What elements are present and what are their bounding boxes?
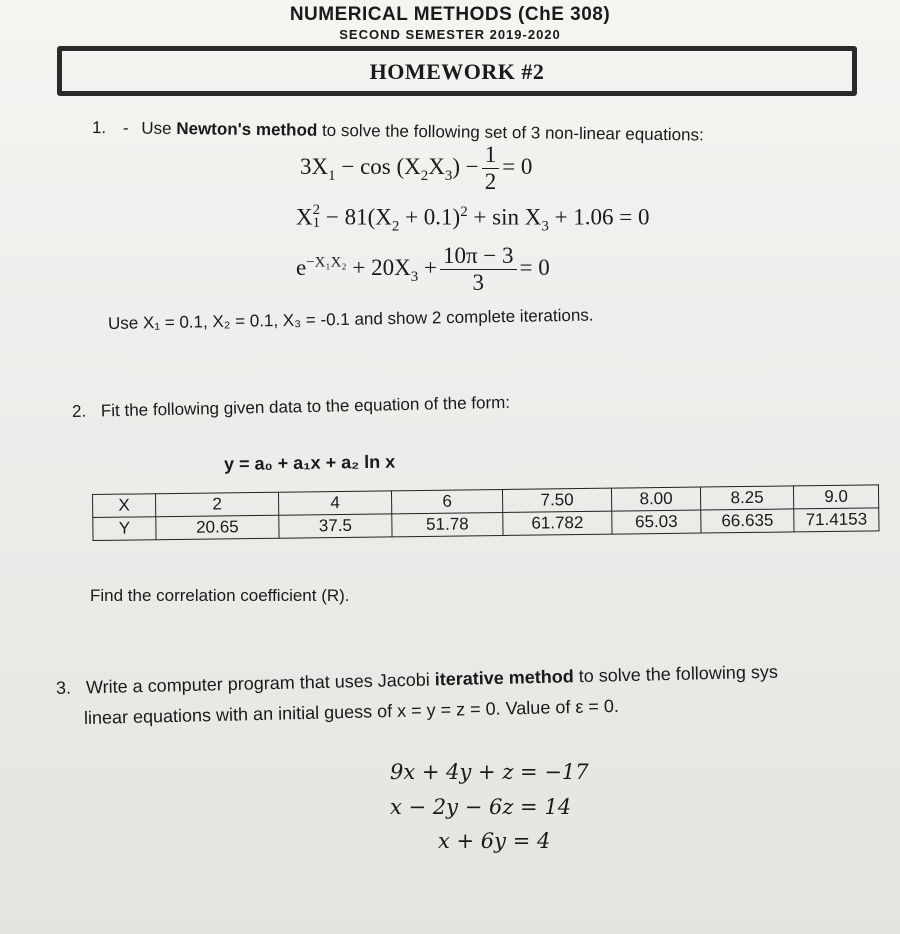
- homework-title: HOMEWORK #2: [369, 59, 545, 84]
- course-title: NUMERICAL METHODS (ChE 308): [289, 4, 611, 25]
- table-cell: 6: [391, 489, 502, 513]
- problem-3-line-1: [56, 662, 778, 699]
- problem-1-method: Newton's method: [176, 119, 318, 140]
- table-cell: 4: [278, 491, 391, 515]
- problem-1-dash: -: [122, 118, 129, 138]
- table-cell: 65.03: [612, 510, 701, 534]
- jacobi-equation-3: x + 6y = 4: [438, 829, 551, 853]
- eq2-sub: 1: [312, 215, 321, 232]
- eq2-sup2: 2: [460, 204, 468, 220]
- eq3-rhs: = 0: [519, 255, 550, 281]
- eq1-numerator: 1: [482, 142, 500, 169]
- table-cell: 61.782: [503, 511, 612, 535]
- fit-equation: y = a₀ + a₁x + a₂ ln x: [223, 451, 396, 474]
- eq2-sub3: 3: [541, 218, 549, 235]
- table-cell: 8.25: [700, 486, 793, 510]
- table-header-y: Y: [93, 517, 156, 541]
- eq3-e: e: [296, 255, 307, 281]
- problem-1-number: 1.: [91, 118, 107, 138]
- eq2-sin: + sin X: [467, 204, 542, 230]
- eq3-term: + 20X: [346, 255, 411, 281]
- problem-3-prefix: Write a computer program that uses Jacobi: [85, 669, 435, 698]
- eq1-sub: 2: [420, 167, 429, 184]
- problem-1-prefix: Use: [141, 118, 177, 139]
- table-cell: 2: [156, 492, 279, 517]
- table-header-x: X: [93, 494, 156, 518]
- table-cell: 71.4153: [794, 508, 879, 532]
- table-cell: 7.50: [502, 488, 611, 512]
- eq1-sub: 1: [328, 167, 336, 184]
- problem-2-statement: [72, 393, 510, 422]
- eq1-x: X: [428, 154, 445, 180]
- jacobi-equation-2: x − 2y − 6z = 14: [390, 795, 572, 819]
- problem-2-text: Fit the following given data to the equation of the form:: [100, 392, 511, 421]
- problem-2-number: 2.: [71, 401, 87, 421]
- eq3-plus: +: [418, 255, 437, 281]
- eq1-close: ) −: [452, 154, 479, 180]
- eq1-sub: 3: [444, 167, 453, 184]
- semester-label: SECOND SEMESTER 2019-2020: [339, 27, 561, 42]
- table-cell: 20.65: [156, 515, 279, 540]
- equation-3: [296, 243, 550, 297]
- problem-3-method: iterative method: [434, 666, 574, 690]
- eq2-term: − 81(X: [320, 204, 392, 230]
- table-cell: 8.00: [611, 487, 700, 511]
- equation-2: [296, 201, 650, 235]
- jacobi-equation-1: 9x + 4y + z = −17: [390, 760, 589, 784]
- eq3-fraction: [440, 243, 517, 297]
- eq1-term: 3X: [300, 154, 329, 180]
- eq1-denominator: 2: [484, 169, 497, 195]
- eq3-denominator: 3: [472, 270, 484, 296]
- table-cell: 37.5: [279, 514, 392, 538]
- problem-3-line-2: linear equations with an initial guess of x = y = z = 0. Value of ε = 0.: [83, 695, 620, 728]
- eq2-sub2: 2: [391, 218, 400, 235]
- table-cell: 66.635: [701, 509, 794, 533]
- problem-3-suffix: to solve the following sys: [573, 661, 779, 687]
- eq2-rhs: + 1.06 = 0: [548, 204, 650, 230]
- eq2-x: X: [296, 204, 313, 230]
- eq2-term: + 0.1): [399, 204, 461, 230]
- problem-1-initial-values: Use X₁ = 0.1, X₂ = 0.1, X₃ = -0.1 and show 2 complete iterations.: [107, 305, 594, 333]
- eq1-fraction: [482, 142, 500, 196]
- equation-1: [300, 142, 532, 196]
- eq1-rhs: = 0: [502, 154, 533, 180]
- problem-3-number: 3.: [55, 677, 72, 698]
- eq3-exponent: −X₁X₂: [306, 254, 347, 271]
- correlation-prompt: Find the correlation coefficient (R).: [90, 586, 350, 605]
- eq3-sub: 3: [410, 268, 419, 285]
- eq1-cos: − cos (X: [335, 154, 421, 180]
- homework-title-box: [57, 46, 857, 96]
- data-table: [92, 484, 880, 541]
- eq2-supsub: [312, 201, 321, 232]
- problem-1-suffix: to solve the following set of 3 non-linear equations:: [317, 120, 704, 145]
- eq2-sup: 2: [312, 201, 321, 218]
- table-cell: 51.78: [392, 512, 503, 536]
- table-cell: 9.0: [793, 485, 878, 509]
- eq3-numerator: 10π − 3: [440, 243, 517, 270]
